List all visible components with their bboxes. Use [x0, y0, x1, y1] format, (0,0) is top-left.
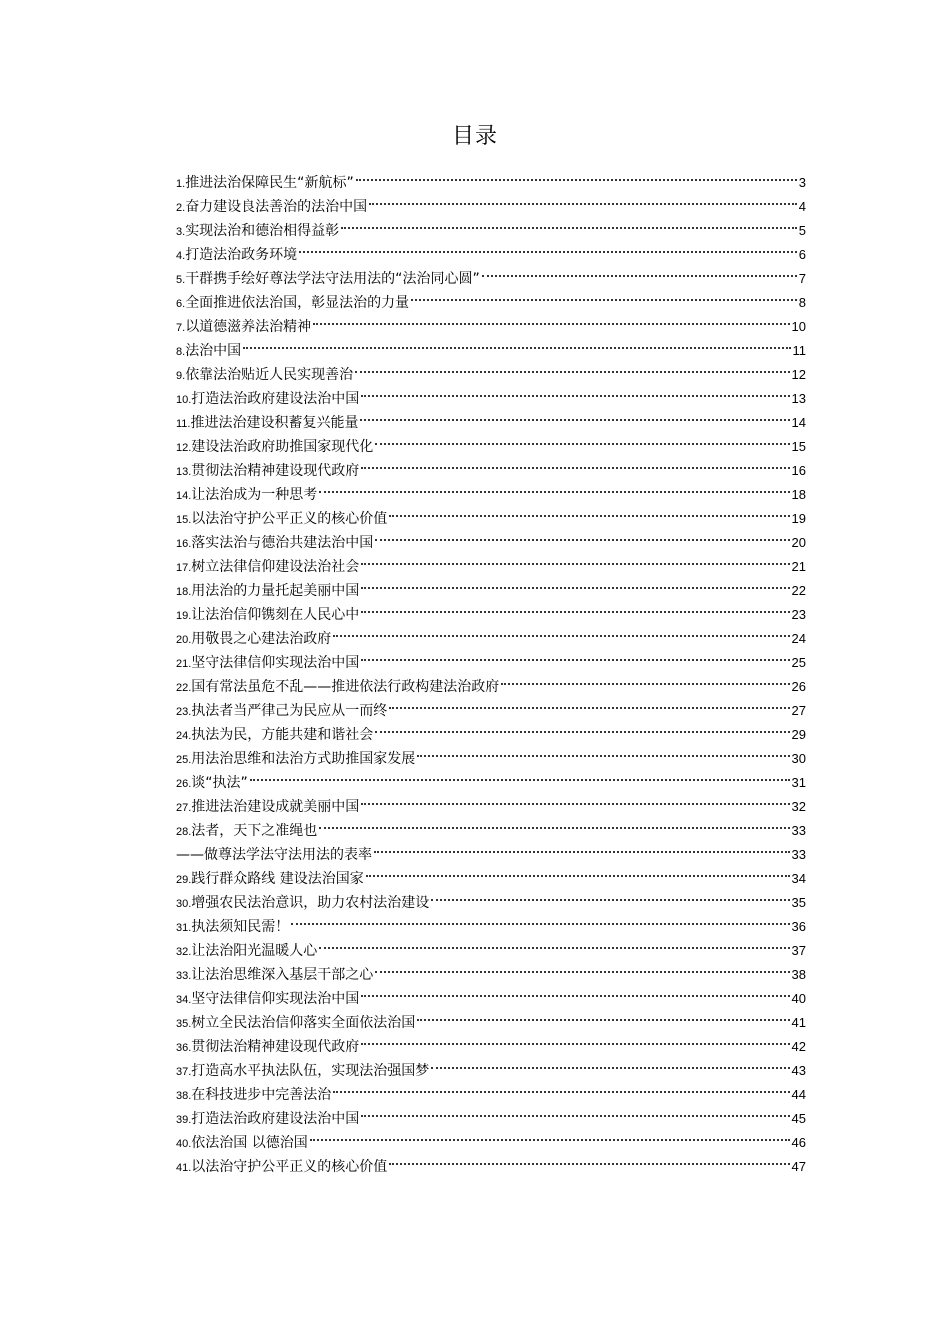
toc-dot-leader [361, 787, 789, 811]
toc-entry-number: 5. [176, 274, 186, 286]
toc-entry-page-number: 21 [791, 559, 806, 574]
toc-entry-page-number: 35 [791, 895, 806, 910]
toc-entry-title: 落实法治与德治共建法治中国 [191, 535, 374, 551]
toc-entry-page-number: 46 [791, 1135, 806, 1150]
toc-entry-title: ——做尊法学法守法用法的表率 [176, 847, 372, 863]
toc-entry-page-number: 15 [791, 439, 806, 454]
toc-entry-page-number: 24 [791, 631, 806, 646]
toc-entry-number: 35. [176, 1018, 192, 1030]
toc-entry-title: 执法为民，方能共建和谐社会 [191, 727, 374, 743]
toc-entry-title: 在科技进步中完善法治 [191, 1087, 332, 1103]
toc-dot-leader [319, 475, 789, 499]
toc-entry-number: 41. [176, 1162, 192, 1174]
toc-title: 目录 [451, 124, 498, 149]
toc-entry-page-number: 11 [792, 343, 806, 358]
toc-dot-leader [501, 667, 789, 691]
toc-entry-number: 30. [176, 898, 192, 910]
toc-dot-leader [431, 1051, 789, 1075]
toc-entry-title: 用敬畏之心建法治政府 [191, 631, 332, 647]
toc-entry-title: 用法治的力量托起美丽中国 [191, 583, 360, 599]
toc-entry-number: 31. [176, 922, 192, 934]
toc-entry-title: 践行群众路线 建设法治国家 [191, 871, 364, 887]
toc-entry-page-number: 13 [791, 391, 806, 406]
toc-entry-title: 国有常法虽危不乱——推进依法行政构建法治政府 [191, 679, 500, 695]
toc-entry-number: 12. [176, 442, 192, 454]
toc-dot-leader [361, 1027, 789, 1051]
toc-entry-number: 10. [176, 394, 192, 406]
toc-entry-title: 全面推进依法治国，彰显法治的力量 [185, 295, 410, 311]
toc-dot-leader [360, 403, 789, 427]
toc-entry-title: 执法须知民需！ [191, 919, 290, 935]
toc-entry-number: 20. [176, 634, 192, 646]
toc-dot-leader [361, 547, 789, 571]
toc-entry-number: 4. [176, 250, 186, 262]
toc-dot-leader [375, 427, 789, 451]
toc-entry-number: 39. [176, 1114, 192, 1126]
toc-entry-title: 以道德滋养法治精神 [185, 319, 312, 335]
toc-entry-page-number: 25 [791, 655, 806, 670]
toc-dot-leader [291, 907, 789, 931]
toc-entry-page-number: 47 [791, 1159, 806, 1174]
toc-entry-title: 贯彻法治精神建设现代政府 [191, 463, 360, 479]
toc-dot-leader [431, 883, 789, 907]
toc-entry-page-number: 32 [791, 799, 806, 814]
toc-dot-leader [417, 739, 789, 763]
toc-entry-number: 22. [176, 682, 192, 694]
toc-entry-number: 38. [176, 1090, 192, 1102]
toc-entry-number: 8. [176, 346, 186, 358]
toc-entry-title: 让法治阳光温暖人心 [191, 943, 318, 959]
toc-entry-title: 执法者当严律己为民应从一而终 [191, 703, 388, 719]
toc-entry-page-number: 30 [791, 751, 806, 766]
toc-entry-title: 奋力建设良法善治的法治中国 [185, 199, 368, 215]
toc-entry-number: 3. [176, 226, 186, 238]
toc-dot-leader [313, 307, 789, 331]
toc-dot-leader [366, 859, 790, 883]
toc-entry-page-number: 6 [798, 247, 806, 262]
toc-entry-number: 15. [176, 514, 192, 526]
toc-entry-title: 用法治思维和法治方式助推国家发展 [191, 751, 416, 767]
toc-entry-title: 打造高水平执法队伍，实现法治强国梦 [191, 1063, 430, 1079]
toc-entry-page-number: 8 [798, 295, 806, 310]
toc-entry-number: 17. [176, 562, 192, 574]
toc-dot-leader [361, 979, 789, 1003]
toc-dot-leader [482, 259, 797, 283]
toc-dot-leader [355, 355, 789, 379]
toc-entry-page-number: 4 [798, 199, 806, 214]
toc-entry-title: 推进法治保障民生“新航标” [185, 175, 354, 191]
toc-entry-number: 6. [176, 298, 186, 310]
toc-entry-page-number: 33 [791, 823, 806, 838]
toc-entry-title: 法者，天下之准绳也 [191, 823, 318, 839]
toc-entry-number: 18. [176, 586, 192, 598]
toc-entry-page-number: 29 [791, 727, 806, 742]
toc-entry-number: 7. [176, 322, 186, 334]
toc-dot-leader [310, 1123, 790, 1147]
toc-entry-number: 27. [176, 802, 192, 814]
toc-entry-page-number: 20 [791, 535, 806, 550]
toc-dot-leader [361, 451, 789, 475]
toc-entry-title: 实现法治和德治相得益彰 [185, 223, 340, 239]
toc-entry-page-number: 36 [791, 919, 806, 934]
toc-dot-leader [369, 187, 797, 211]
toc-entry-number: 13. [176, 466, 192, 478]
table-of-contents [176, 163, 806, 1175]
toc-entry-number: 21. [176, 658, 192, 670]
toc-dot-leader [375, 955, 789, 979]
toc-entry-title: 依法治国 以德治国 [191, 1135, 308, 1151]
toc-entry-page-number: 44 [791, 1087, 806, 1102]
toc-dot-leader [361, 1099, 789, 1123]
toc-entry-number: 34. [176, 994, 192, 1006]
toc-dot-leader [243, 331, 790, 355]
toc-entry-title: 谈“执法” [191, 775, 248, 791]
toc-entry-number: 1. [176, 178, 186, 190]
toc-entry-page-number: 5 [798, 223, 806, 238]
toc-entry-title: 让法治思维深入基层干部之心 [191, 967, 374, 983]
toc-entry-page-number: 33 [791, 847, 806, 862]
toc-entry-title: 推进法治建设积蓄复兴能量 [190, 415, 359, 431]
toc-entry-title: 贯彻法治精神建设现代政府 [191, 1039, 360, 1055]
toc-entry-number: 11. [176, 418, 191, 430]
toc-entry-title: 打造法治政府建设法治中国 [191, 391, 360, 407]
toc-entry-title: 干群携手绘好尊法学法守法用法的“法治同心圆” [185, 271, 480, 287]
toc-entry-title: 树立法律信仰建设法治社会 [191, 559, 360, 575]
toc-entry-number: 26. [176, 778, 192, 790]
toc-dot-leader [333, 1075, 789, 1099]
toc-entry-page-number: 16 [791, 463, 806, 478]
toc-entry-title: 坚守法律信仰实现法治中国 [191, 991, 360, 1007]
toc-entry[interactable] [176, 787, 806, 815]
toc-entry-title: 树立全民法治信仰落实全面依法治国 [191, 1015, 416, 1031]
toc-dot-leader [319, 811, 789, 835]
toc-entry-page-number: 7 [798, 271, 806, 286]
toc-entry-title: 让法治成为一种思考 [191, 487, 318, 503]
toc-entry-page-number: 34 [791, 871, 806, 886]
toc-dot-leader [417, 1003, 789, 1027]
toc-dot-leader [375, 523, 789, 547]
toc-entry-number: 24. [176, 730, 192, 742]
toc-entry-title: 依靠法治贴近人民实现善治 [185, 367, 354, 383]
toc-entry[interactable] [176, 763, 806, 791]
toc-entry-page-number: 45 [791, 1111, 806, 1126]
toc-entry[interactable] [176, 355, 806, 383]
toc-entry-number: 33. [176, 970, 192, 982]
toc-entry-number: 36. [176, 1042, 192, 1054]
toc-entry-page-number: 40 [791, 991, 806, 1006]
toc-entry-page-number: 14 [791, 415, 806, 430]
toc-entry-number: 2. [176, 202, 186, 214]
toc-entry-title: 建设法治政府助推国家现代化 [191, 439, 374, 455]
toc-entry-title: 法治中国 [185, 343, 242, 359]
toc-dot-leader [374, 835, 790, 859]
toc-entry-number: 37. [176, 1066, 192, 1078]
toc-entry-number: 23. [176, 706, 192, 718]
toc-entry-title: 让法治信仰镌刻在人民心中 [191, 607, 360, 623]
toc-dot-leader [361, 379, 789, 403]
toc-dot-leader [333, 619, 789, 643]
toc-dot-leader [319, 931, 789, 955]
toc-entry-page-number: 43 [791, 1063, 806, 1078]
toc-entry-number: 25. [176, 754, 192, 766]
toc-entry-title: 以法治守护公平正义的核心价值 [191, 511, 388, 527]
toc-entry-page-number: 18 [791, 487, 806, 502]
toc-entry-number: 16. [176, 538, 192, 550]
toc-entry-number: 19. [176, 610, 192, 622]
toc-entry-title: 打造法治政府建设法治中国 [191, 1111, 360, 1127]
toc-dot-leader [361, 643, 789, 667]
toc-dot-leader [299, 235, 797, 259]
toc-entry-title: 推进法治建设成就美丽中国 [191, 799, 360, 815]
toc-dot-leader [389, 1147, 789, 1171]
toc-entry-title: 以法治守护公平正义的核心价值 [191, 1159, 388, 1175]
toc-entry-title: 增强农民法治意识，助力农村法治建设 [191, 895, 430, 911]
toc-dot-leader [361, 571, 789, 595]
toc-dot-leader [389, 499, 789, 523]
toc-dot-leader [341, 211, 797, 235]
toc-entry-page-number: 38 [791, 967, 806, 982]
toc-entry-number: 28. [176, 826, 192, 838]
toc-entry[interactable] [176, 163, 806, 191]
toc-dot-leader [375, 715, 789, 739]
toc-entry-page-number: 27 [791, 703, 806, 718]
toc-entry-page-number: 12 [791, 367, 806, 382]
toc-entry-page-number: 31 [791, 775, 806, 790]
toc-entry-page-number: 3 [798, 175, 806, 190]
toc-dot-leader [389, 691, 789, 715]
toc-dot-leader [250, 763, 790, 787]
toc-entry-number: 9. [176, 370, 186, 382]
toc-dot-leader [356, 163, 797, 187]
toc-entry-number: 14. [176, 490, 192, 502]
toc-entry-title: 坚守法律信仰实现法治中国 [191, 655, 360, 671]
toc-entry-page-number: 42 [791, 1039, 806, 1054]
toc-dot-leader [411, 283, 797, 307]
toc-entry-page-number: 41 [791, 1015, 806, 1030]
toc-dot-leader [361, 595, 789, 619]
toc-entry-page-number: 10 [791, 319, 806, 334]
toc-entry-number: 40. [176, 1138, 192, 1150]
toc-entry-number: 29. [176, 874, 192, 886]
toc-entry-page-number: 23 [791, 607, 806, 622]
toc-entry[interactable] [176, 331, 806, 359]
toc-entry-page-number: 19 [791, 511, 806, 526]
toc-entry-page-number: 22 [791, 583, 806, 598]
toc-entry-title: 打造法治政务环境 [185, 247, 298, 263]
toc-entry-page-number: 26 [791, 679, 806, 694]
toc-entry-page-number: 37 [791, 943, 806, 958]
toc-entry-number: 32. [176, 946, 192, 958]
